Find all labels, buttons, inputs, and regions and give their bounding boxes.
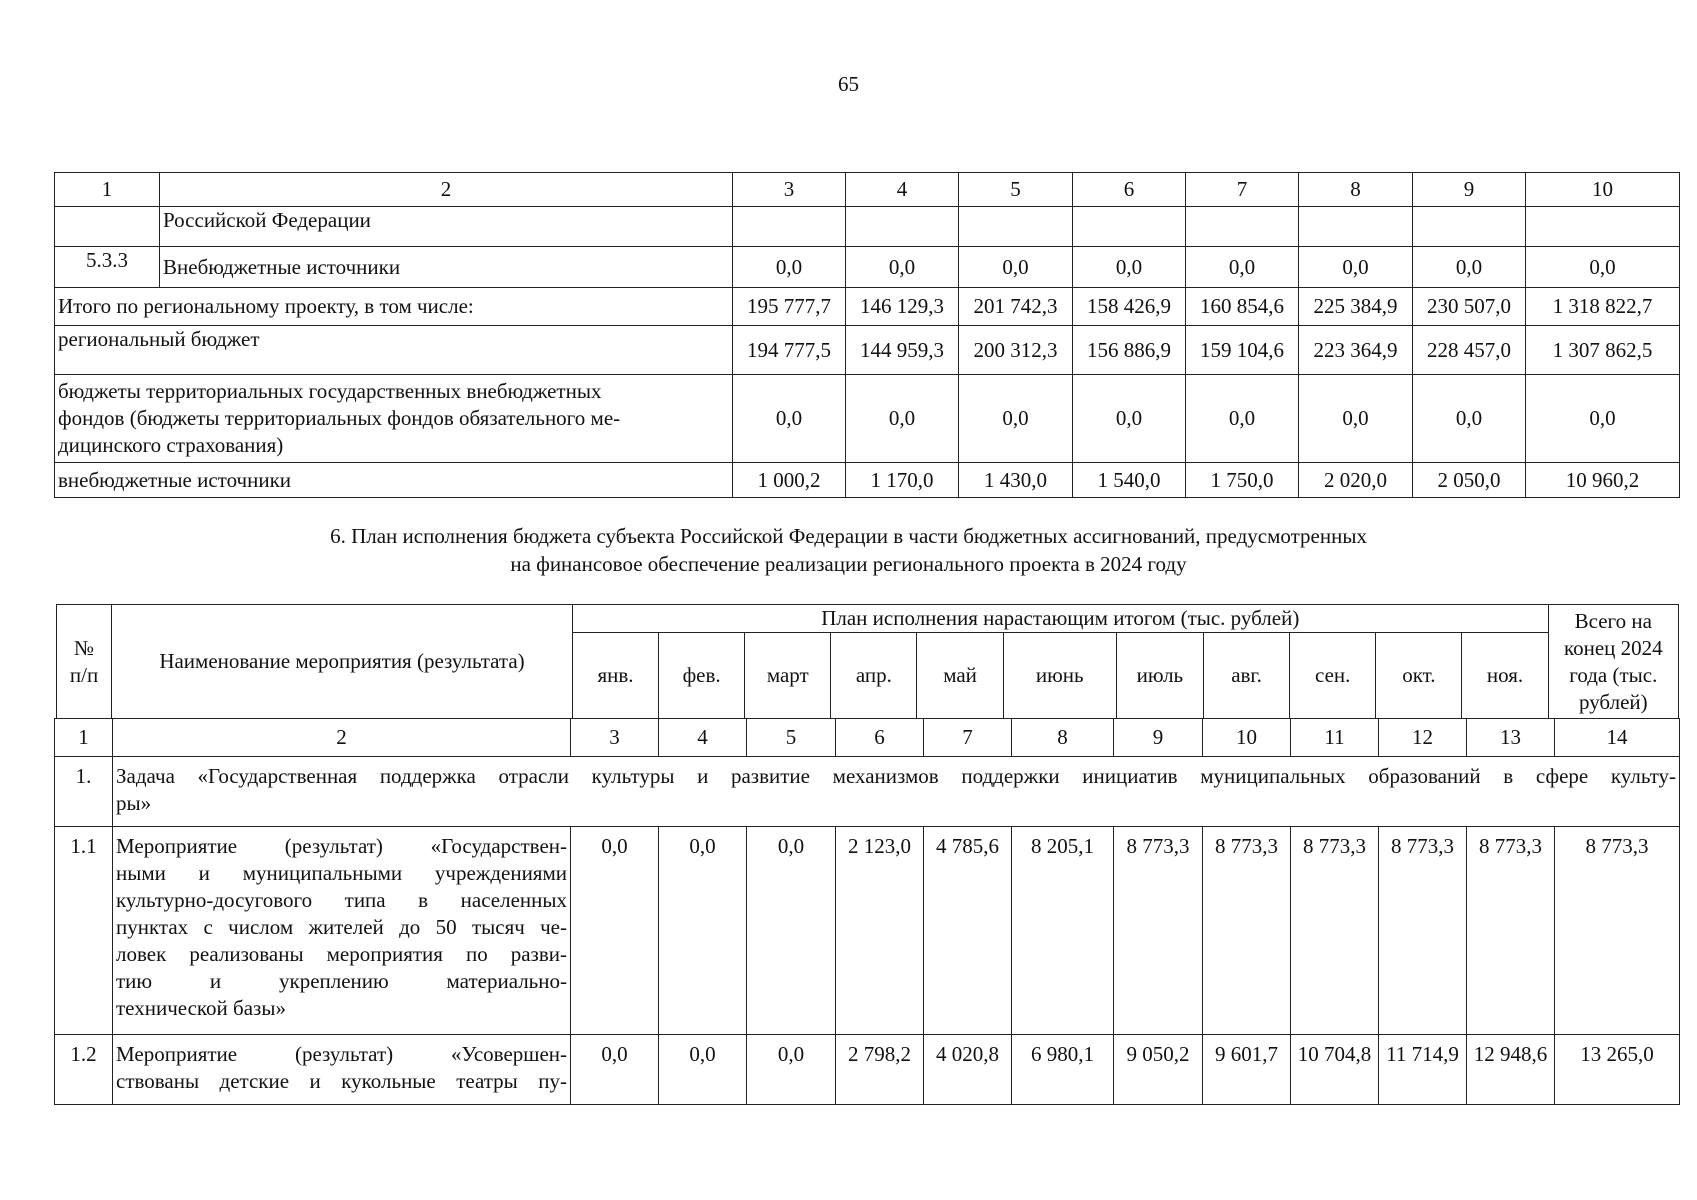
plan-header: План исполнения нарастающим итогом (тыс. рублей) xyxy=(572,605,1548,633)
month-header: апр. xyxy=(831,633,917,719)
value-cell: 2 123,0 xyxy=(836,827,924,1035)
value-cell: 195 777,7 xyxy=(733,288,846,326)
table-row xyxy=(55,326,1680,375)
value-cell: 223 364,9 xyxy=(1299,326,1413,375)
value-cell: 0,0 xyxy=(1299,247,1413,288)
value-cell: 0,0 xyxy=(959,375,1073,463)
value-cell: 0,0 xyxy=(659,827,747,1035)
value-cell: 0,0 xyxy=(1526,375,1680,463)
row-name-line: Мероприятие (результат) «Усовершен- xyxy=(116,1042,567,1066)
row-code: 5.3.3 xyxy=(55,247,160,288)
table-row xyxy=(55,827,1680,1035)
header-cell: 7 xyxy=(1186,173,1299,207)
value-cell: 146 129,3 xyxy=(846,288,959,326)
month-header: сен. xyxy=(1290,633,1376,719)
section-title-line: 6. План исполнения бюджета субъекта Российской Федерации в части бюджетных ассигнований, предусмотренных xyxy=(330,524,1367,548)
row-name: внебюджетные источники xyxy=(55,463,733,498)
row-name-line: технической базы» xyxy=(116,996,286,1020)
section-title-line: на финансовое обеспечение реализации регионального проекта в 2024 году xyxy=(510,552,1187,576)
table-header-row xyxy=(55,173,1680,207)
value-cell: 9 050,2 xyxy=(1114,1035,1203,1105)
header-cell: 11 xyxy=(1291,719,1379,757)
task-text-line: Задача «Государственная поддержка отрасли культуры и развитие механизмов поддержки инициатив муниципальных образований в сфере культу- xyxy=(116,764,1676,788)
task-text xyxy=(113,757,1680,827)
month-header: авг. xyxy=(1203,633,1289,719)
value-cell: 228 457,0 xyxy=(1413,326,1526,375)
month-header: янв. xyxy=(572,633,658,719)
row-name xyxy=(113,1035,571,1105)
value-cell: 1 750,0 xyxy=(1186,463,1299,498)
value-cell: 0,0 xyxy=(747,1035,836,1105)
value-cell: 0,0 xyxy=(1186,375,1299,463)
value-cell: 12 948,6 xyxy=(1467,1035,1555,1105)
value-cell: 2 050,0 xyxy=(1413,463,1526,498)
row-name-line: Мероприятие (результат) «Государствен- xyxy=(116,834,567,858)
header-cell: 8 xyxy=(1299,173,1413,207)
value-cell: 0,0 xyxy=(1526,247,1680,288)
value-cell: 1 430,0 xyxy=(959,463,1073,498)
value-cell: 0,0 xyxy=(733,247,846,288)
value-cell: 10 960,2 xyxy=(1526,463,1680,498)
header-cell: 1 xyxy=(55,173,160,207)
row-name xyxy=(55,375,733,463)
header-cell: 8 xyxy=(1012,719,1114,757)
value-cell: 6 980,1 xyxy=(1012,1035,1114,1105)
month-header: март xyxy=(745,633,831,719)
value-cell: 4 785,6 xyxy=(924,827,1012,1035)
total-header-line: рублей) xyxy=(1578,689,1648,714)
value-cell: 0,0 xyxy=(733,375,846,463)
value-cell: 1 318 822,7 xyxy=(1526,288,1680,326)
header-cell: 2 xyxy=(160,173,733,207)
header-cell: 14 xyxy=(1555,719,1680,757)
section-title xyxy=(0,522,1697,578)
row-name-line: дицинского страхования) xyxy=(58,433,284,457)
total-header-line: года (тыс. xyxy=(1569,662,1658,687)
value-cell: 0,0 xyxy=(1073,247,1186,288)
header-cell: 1 xyxy=(55,719,113,757)
header-cell: 6 xyxy=(1073,173,1186,207)
month-header: ноя. xyxy=(1462,633,1548,719)
num-header-line: № xyxy=(74,635,95,660)
value-cell: 158 426,9 xyxy=(1073,288,1186,326)
row-name-line: ствованы детские и кукольные театры пу- xyxy=(116,1069,567,1093)
value-cell: 2 798,2 xyxy=(836,1035,924,1105)
header-cell: 13 xyxy=(1467,719,1555,757)
value-cell: 159 104,6 xyxy=(1186,326,1299,375)
value-cell: 0,0 xyxy=(747,827,836,1035)
table-row xyxy=(55,247,1680,288)
value-cell: 200 312,3 xyxy=(959,326,1073,375)
value-cell: 201 742,3 xyxy=(959,288,1073,326)
header-cell: 9 xyxy=(1114,719,1203,757)
budget-plan-header-table xyxy=(56,604,1679,719)
header-cell: 4 xyxy=(659,719,747,757)
header-cell: 10 xyxy=(1526,173,1680,207)
row-name: Российской Федерации xyxy=(160,207,733,247)
value-cell: 0,0 xyxy=(571,1035,659,1105)
value-cell: 160 854,6 xyxy=(1186,288,1299,326)
row-number: 1.1 xyxy=(55,827,113,1035)
row-name-line: бюджеты территориальных государственных внебюджетных xyxy=(58,379,602,403)
value-cell: 8 773,3 xyxy=(1203,827,1291,1035)
value-cell: 0,0 xyxy=(571,827,659,1035)
header-cell: 2 xyxy=(113,719,571,757)
header-cell: 5 xyxy=(959,173,1073,207)
header-cell: 7 xyxy=(924,719,1012,757)
num-header xyxy=(57,605,112,719)
header-cell: 10 xyxy=(1203,719,1291,757)
value-cell: 8 773,3 xyxy=(1114,827,1203,1035)
row-name-line: культурно-досугового типа в населенных xyxy=(116,888,567,912)
table-row xyxy=(55,207,1680,247)
month-header: июнь xyxy=(1003,633,1116,719)
total-header xyxy=(1548,605,1678,719)
value-cell: 8 205,1 xyxy=(1012,827,1114,1035)
header-row xyxy=(57,605,1679,633)
value-cell: 156 886,9 xyxy=(1073,326,1186,375)
value-cell: 8 773,3 xyxy=(1467,827,1555,1035)
header-cell: 4 xyxy=(846,173,959,207)
column-number-row xyxy=(55,719,1680,757)
row-name: региональный бюджет xyxy=(55,326,733,375)
header-cell: 9 xyxy=(1413,173,1526,207)
value-cell: 8 773,3 xyxy=(1555,827,1680,1035)
header-cell: 5 xyxy=(747,719,836,757)
budget-plan-body-table xyxy=(54,718,1680,1105)
row-name-line: ловек реализованы мероприятия по разви- xyxy=(116,942,567,966)
month-header: июль xyxy=(1116,633,1203,719)
task-number: 1. xyxy=(55,757,113,827)
regional-project-totals-table xyxy=(54,172,1680,498)
value-cell: 225 384,9 xyxy=(1299,288,1413,326)
table-row xyxy=(55,1035,1680,1105)
value-cell: 1 307 862,5 xyxy=(1526,326,1680,375)
value-cell: 1 540,0 xyxy=(1073,463,1186,498)
value-cell: 230 507,0 xyxy=(1413,288,1526,326)
header-cell: 3 xyxy=(733,173,846,207)
table-row xyxy=(55,375,1680,463)
value-cell: 9 601,7 xyxy=(1203,1035,1291,1105)
row-name xyxy=(113,827,571,1035)
value-cell: 13 265,0 xyxy=(1555,1035,1680,1105)
table-row xyxy=(55,463,1680,498)
value-cell: 0,0 xyxy=(846,375,959,463)
month-header: окт. xyxy=(1376,633,1462,719)
page-number: 65 xyxy=(838,72,859,96)
value-cell: 0,0 xyxy=(659,1035,747,1105)
value-cell: 8 773,3 xyxy=(1291,827,1379,1035)
table-row xyxy=(55,288,1680,326)
value-cell: 0,0 xyxy=(959,247,1073,288)
month-header: май xyxy=(917,633,1003,719)
task-text-line: ры» xyxy=(116,791,152,815)
num-header-line: п/п xyxy=(69,662,99,687)
row-name: Внебюджетные источники xyxy=(160,247,733,288)
row-name-line: тию и укреплению материально- xyxy=(116,969,567,993)
value-cell: 4 020,8 xyxy=(924,1035,1012,1105)
value-cell: 0,0 xyxy=(1299,375,1413,463)
value-cell: 0,0 xyxy=(1186,247,1299,288)
row-name: Итого по региональному проекту, в том числе: xyxy=(55,288,733,326)
header-cell: 12 xyxy=(1379,719,1467,757)
row-name-line: фондов (бюджеты территориальных фондов обязательного ме- xyxy=(58,406,621,430)
value-cell: 10 704,8 xyxy=(1291,1035,1379,1105)
value-cell: 0,0 xyxy=(1073,375,1186,463)
total-header-line: конец 2024 xyxy=(1563,635,1663,660)
header-cell: 6 xyxy=(836,719,924,757)
name-header: Наименование мероприятия (результата) xyxy=(112,605,573,719)
month-header: фев. xyxy=(659,633,745,719)
row-name-line: пунктах с числом жителей до 50 тысяч че- xyxy=(116,915,567,939)
value-cell: 8 773,3 xyxy=(1379,827,1467,1035)
value-cell: 0,0 xyxy=(846,247,959,288)
value-cell: 0,0 xyxy=(1413,375,1526,463)
header-cell: 3 xyxy=(571,719,659,757)
value-cell: 1 170,0 xyxy=(846,463,959,498)
value-cell: 2 020,0 xyxy=(1299,463,1413,498)
row-number: 1.2 xyxy=(55,1035,113,1105)
value-cell: 11 714,9 xyxy=(1379,1035,1467,1105)
value-cell: 0,0 xyxy=(1413,247,1526,288)
total-header-line: Всего на xyxy=(1574,608,1652,633)
value-cell: 144 959,3 xyxy=(846,326,959,375)
row-name-line: ными и муниципальными учреждениями xyxy=(116,861,567,885)
value-cell: 194 777,5 xyxy=(733,326,846,375)
task-row xyxy=(55,757,1680,827)
value-cell: 1 000,2 xyxy=(733,463,846,498)
